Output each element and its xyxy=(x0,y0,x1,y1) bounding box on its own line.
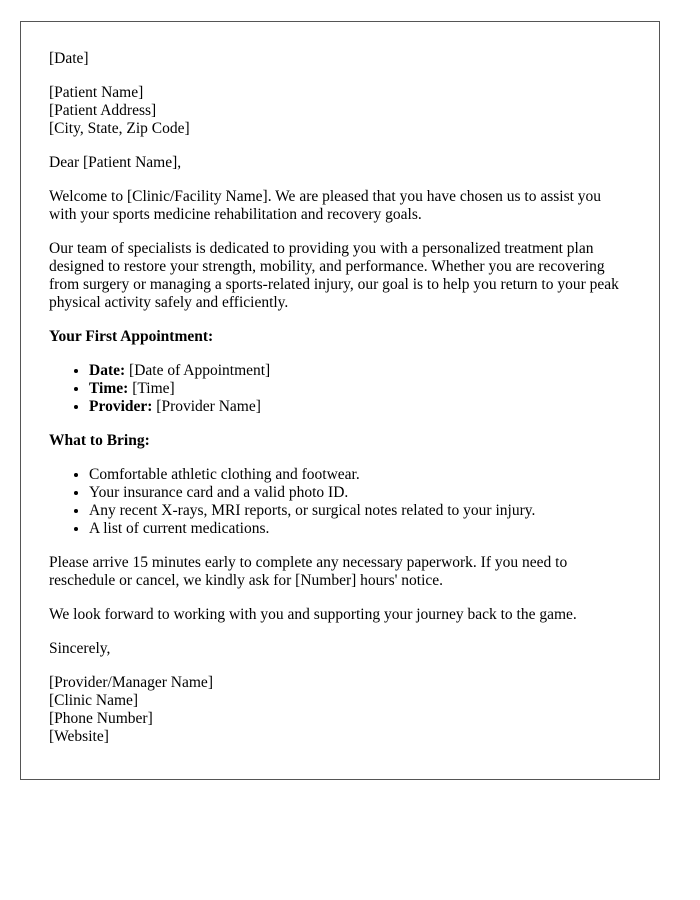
recipient-address: [Patient Address] xyxy=(49,102,157,119)
signature-name: [Provider/Manager Name] xyxy=(49,674,213,691)
appointment-item-time xyxy=(89,380,631,398)
appointment-heading: Your First Appointment: xyxy=(49,328,214,345)
bring-item: • A list of current medications. xyxy=(89,520,631,538)
arrival-note-paragraph: Please arrive 15 minutes early to complete any necessary paperwork. If you need to reschedule or cancel, we kindly ask for [Number] hours' notice. xyxy=(49,554,568,589)
recipient-name: [Patient Name] xyxy=(49,84,144,101)
appointment-provider-value: [Provider Name] xyxy=(156,398,261,415)
signature-block xyxy=(49,674,631,746)
bring-heading: What to Bring: xyxy=(49,432,150,449)
appointment-time-value: [Time] xyxy=(132,380,175,397)
closing: Sincerely, xyxy=(49,640,111,657)
closing-paragraph: We look forward to working with you and supporting your journey back to the game. xyxy=(49,606,577,623)
team-paragraph: Our team of specialists is dedicated to providing you with a personalized treatment plan designed to restore your strength, mobility, and performance. Whether you are recovering from surgery or managing a sports-related injury, our goal is to help you return to your peak physical activity safely and efficiently. xyxy=(49,240,619,311)
appointment-item-date xyxy=(89,362,631,380)
signature-website: [Website] xyxy=(49,728,109,745)
letter-page xyxy=(20,21,660,780)
bring-item: • Any recent X-rays, MRI reports, or surgical notes related to your injury. xyxy=(89,502,631,520)
appointment-time-label: Time: xyxy=(89,380,129,397)
salutation: Dear [Patient Name], xyxy=(49,154,182,171)
recipient-city-state-zip: [City, State, Zip Code] xyxy=(49,120,190,137)
appointment-date-value: [Date of Appointment] xyxy=(129,362,271,379)
appointment-provider-label: Provider: xyxy=(89,398,153,415)
bring-list xyxy=(49,466,631,538)
appointment-item-provider xyxy=(89,398,631,416)
signature-phone: [Phone Number] xyxy=(49,710,153,727)
recipient-block xyxy=(49,84,631,138)
appointment-date-label: Date: xyxy=(89,362,126,379)
bring-item: • Comfortable athletic clothing and footwear. xyxy=(89,466,631,484)
appointment-list xyxy=(49,362,631,416)
welcome-paragraph: Welcome to [Clinic/Facility Name]. We are pleased that you have chosen us to assist you with your sports medicine rehabilitation and recovery goals. xyxy=(49,188,602,223)
bring-item: • Your insurance card and a valid photo ID. xyxy=(89,484,631,502)
letter-date: [Date] xyxy=(49,50,89,67)
signature-clinic: [Clinic Name] xyxy=(49,692,139,709)
